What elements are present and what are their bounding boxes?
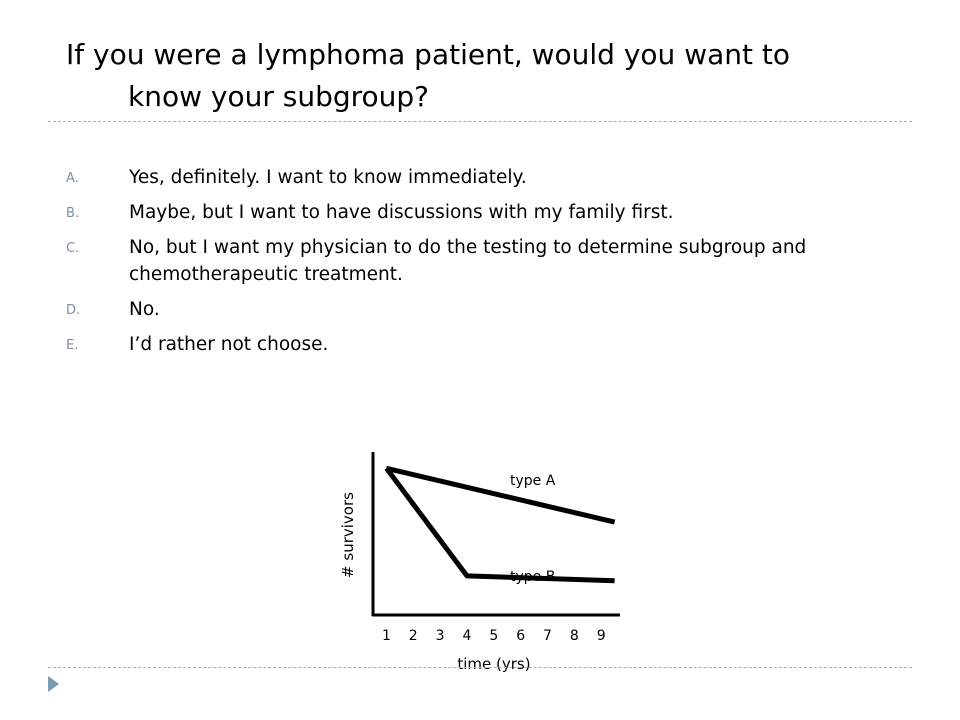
option-text: I’d rather not choose. <box>129 334 329 355</box>
option-text: Maybe, but I want to have discussions with my family first. <box>129 202 674 223</box>
option-letter: A. <box>66 171 79 186</box>
x-tick-label: 5 <box>489 628 499 644</box>
title-line-1: If you were a lymphoma patient, would you want to <box>66 38 790 71</box>
survival-chart <box>320 440 640 680</box>
option-text: No. <box>129 299 160 320</box>
option-text: Yes, definitely. I want to know immediately. <box>129 167 527 188</box>
x-tick-label: 9 <box>596 628 606 644</box>
option-letter: D. <box>66 303 81 318</box>
option-c <box>66 234 866 288</box>
option-letter: B. <box>66 206 80 221</box>
slide-title <box>66 34 926 118</box>
option-text: No, but I want my physician to do the testing to determine subgroup and chemotherapeutic treatment. <box>129 237 807 285</box>
answer-options <box>66 164 866 366</box>
series-label: type A <box>510 473 556 489</box>
x-tick-label: 1 <box>381 628 391 644</box>
bottom-divider <box>48 667 912 668</box>
x-tick-label: 8 <box>569 628 579 644</box>
option-e <box>66 331 866 358</box>
x-tick-label: 2 <box>408 628 418 644</box>
y-axis-label: # survivors <box>339 492 357 578</box>
x-tick-label: 7 <box>543 628 552 644</box>
title-line-2: know your subgroup? <box>128 80 430 113</box>
x-tick-label: 6 <box>516 628 526 644</box>
option-letter: C. <box>66 241 80 256</box>
option-b <box>66 199 866 226</box>
option-letter: E. <box>66 338 79 353</box>
x-axis-label: time (yrs) <box>457 655 531 673</box>
top-divider <box>48 121 912 122</box>
play-arrow-icon[interactable] <box>48 676 59 692</box>
series-label: type B <box>510 569 556 585</box>
option-a <box>66 164 866 191</box>
series-line-type-b <box>386 468 614 580</box>
option-d <box>66 296 866 323</box>
x-tick-label: 4 <box>462 628 472 644</box>
x-tick-label: 3 <box>435 628 445 644</box>
